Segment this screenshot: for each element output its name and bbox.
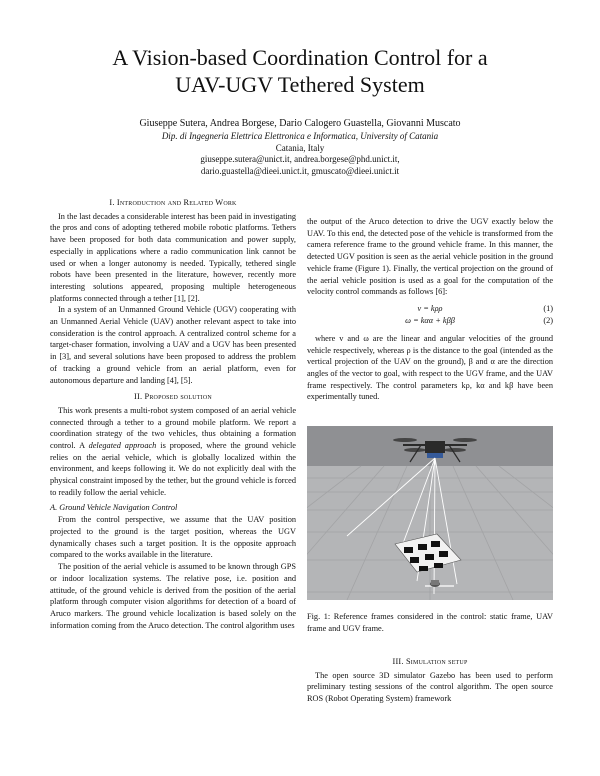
figure-1-simulation: [307, 426, 553, 600]
left-column: [50, 197, 296, 631]
section-1-paragraph-1: In the last decades a considerable interest has been paid in investigating the pros and cons of adopting tethered mobile robotic platforms. Tethers have been proposed for both data communication and power supply, especially in applications where a radio communication link cannot be used or when a longer autonomy is needed. Typically, tethered single robots have been presented in the literature, however, recently more interesting solutions appeared, proposing multiple heterogeneous platforms connected through a tether [1], [2].: [50, 211, 296, 303]
location: Catania, Italy: [275, 142, 325, 153]
subsection-a-heading: A. Ground Vehicle Navigation Control: [50, 502, 178, 512]
subsection-a-paragraph-1: From the control perspective, we assume that the UAV position projected to the ground is the target position, whereas the UGV dynamically chases such a target position. It is the opposite approach compared to the works available in the literature.: [50, 515, 296, 560]
equation-2: ω = kαα + kββ (2): [405, 315, 553, 325]
title-line-2: UAV-UGV Tethered System: [175, 72, 425, 97]
right-column: [307, 216, 553, 403]
equation-1: v = kρρ (1): [417, 303, 553, 313]
emails-line-1: giuseppe.sutera@unict.it, andrea.borgese@phd.unict.it,: [200, 154, 400, 164]
section-2-paragraph-1: This work presents a multi-robot system composed of an aerial vehicle connected through a tether to a ground mobile platform. We report a coordination strategy of the two vehicles, thus obtaining a formation control. A delegated approach is proposed, where the ground vehicle relies on the aerial vehicle, which is globally localized within the environment, and keeps following it. We do not explicitly deal with the physical constraint imposed by the tether, but the ground vehicle is forced to readily follow the aerial vehicle.: [50, 405, 296, 497]
subsection-a-paragraph-2: The position of the aerial vehicle is assumed to be known through GPS or indoor localization systems. The relative pose, i.e. position and attitude, of the ground vehicle is derived from the position of the aerial platform through computer vision algorithms for detection of a board of Aruco markers. The ground vehicle localization is based solely on the information coming from the Aruco detection. The control algorithm uses: [50, 562, 296, 630]
authors: Giuseppe Sutera, Andrea Borgese, Dario Calogero Guastella, Giovanni Muscato: [139, 118, 461, 129]
section-3-heading: III. Simulation setup: [392, 657, 468, 666]
emails-line-2: dario.guastella@dieei.unict.it, gmuscato@dieei.unict.it: [200, 165, 400, 176]
section-3-paragraph-1: The open source 3D simulator Gazebo has been used to perform preliminary testing sessions of the control algorithm. The open source ROS (Robot Operating System) framework: [307, 670, 553, 704]
right-paragraph-2: where v and ω are the linear and angular velocities of the ground vehicle respectively, whereas ρ is the distance to the goal (intended as the vertical projection of the UAV on the ground), β and α are the direction angles of the vector to goal, with respect to the UGV frame, and the UAV frame respectively. The control parameters kρ, kα and kβ have been experimentally tuned.: [307, 333, 553, 402]
section-2-heading: II. Proposed solution: [134, 392, 212, 402]
equations: [307, 303, 553, 327]
paper-title: [0, 44, 600, 98]
ugv-vehicle: [430, 580, 440, 587]
affiliation: Dip. di Ingegneria Elettrica Elettronica e Informatica, University of Catania: [161, 131, 439, 141]
affiliation-block: [0, 131, 600, 177]
section-3: [307, 656, 553, 705]
title-line-1: A Vision-based Coordination Control for a: [112, 45, 488, 70]
figure-1-caption: Fig. 1: Reference frames considered in the control: static frame, UAV frame and UGV frame.: [307, 612, 553, 633]
section-1-heading: I. Introduction and Related Work: [109, 198, 237, 207]
section-1-paragraph-2: In a system of an Unmanned Ground Vehicle (UGV) cooperating with an Unmanned Aerial Vehicle (UAV) another relevant aspect to take into consideration is the control approach. A centralized control scheme for a target-chaser formation, involving a UAV and a UGV has been presented in [3], and several solutions have been proposed to address the problem of tracking a ground vehicle from an aerial platform, even for autonomous departure and landing [4], [5].: [50, 305, 296, 385]
gazebo-scene-image: [307, 426, 553, 600]
right-paragraph-1: the output of the Aruco detection to drive the UGV exactly below the UAV. To this end, the detected pose of the vehicle is transformed from the camera reference frame to the ground vehicle frame. In this manner, the detected UGV position is seen as the aerial vehicle position in the ground vehicle frame (Figure 1). Finally, the vertical projection on the ground of the aerial vehicle position is used as a goal for the computation of the velocity control commands as follows [6]:: [307, 217, 553, 297]
